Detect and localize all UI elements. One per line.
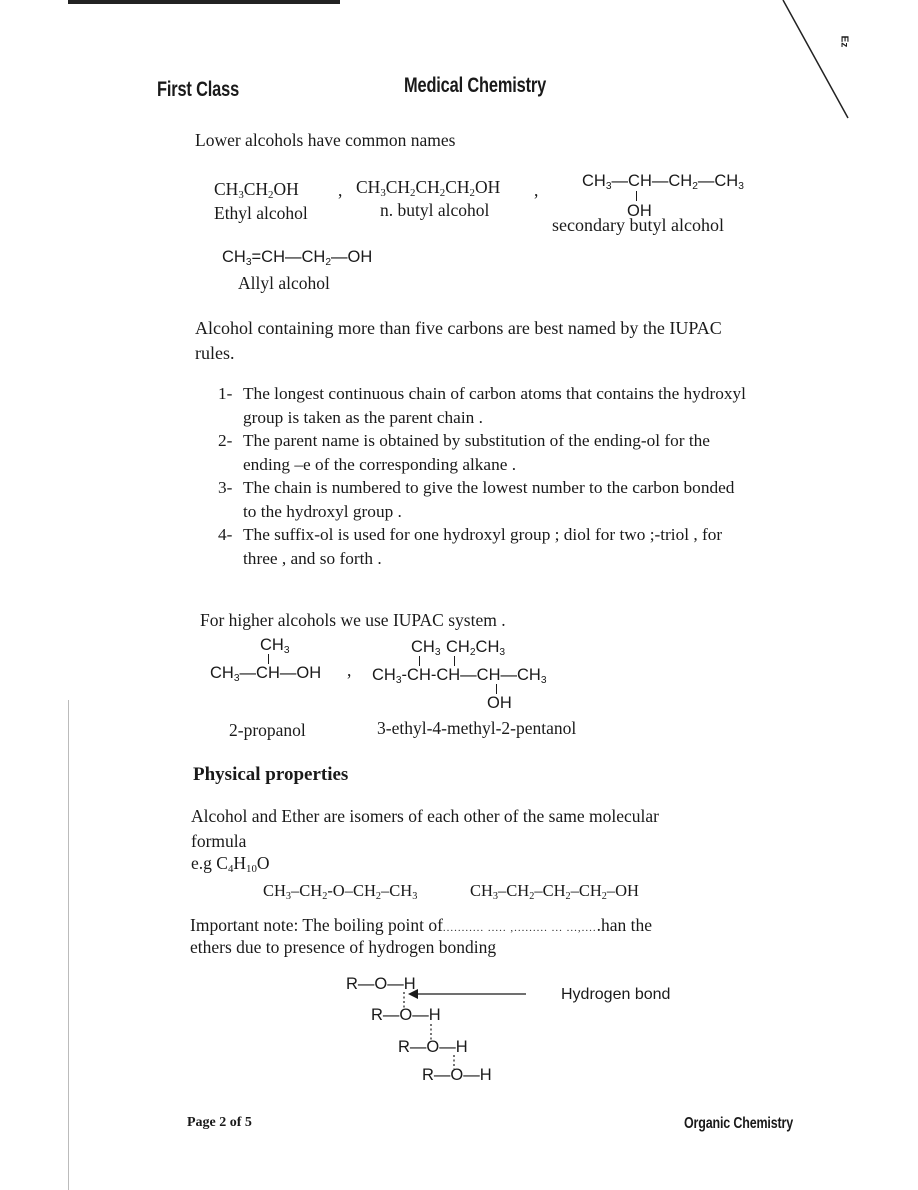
- list-item-text: The suffix-ol is used for one hydroxyl group ; diol for two ;-triol , for three , and so forth .: [243, 525, 723, 568]
- pentanol-ethyl-group: $CH_2CH_3$: [446, 638, 506, 658]
- important-note-line1: Important note: The boiling point of........... ..... ,......... ... ...,.....han the: [190, 915, 653, 935]
- hbond-row: R—O—H: [346, 975, 416, 993]
- allyl-formula: $CH_3=CH—CH_2—OH$: [222, 248, 373, 268]
- iupac-intro-line2: rules.: [195, 343, 235, 363]
- alcohol-formula: $CH_3-CH_2-CH_2-CH_2-OH$: [470, 881, 639, 902]
- header-title: Medical Chemistry: [404, 74, 547, 97]
- pentanol-hydroxyl: OH: [487, 694, 512, 712]
- pentanol-main-chain: $CH_3-CH-CH—CH—CH_3$: [372, 666, 547, 686]
- pentanol-name: 3-ethyl-4-methyl-2-pentanol: [377, 718, 577, 738]
- hbond-arrow-head: [408, 989, 418, 999]
- list-number: 4-: [218, 525, 233, 544]
- important-note-line2: ethers due to presence of hydrogen bonding: [190, 937, 497, 957]
- page-number: Page 2 of 5: [187, 1115, 252, 1130]
- ethyl-formula: $CH_3CH_2OH$: [214, 179, 299, 202]
- hbond-row: R—O—H: [371, 1006, 441, 1024]
- intro-text: Lower alcohols have common names: [195, 130, 456, 150]
- section-heading: Physical properties: [193, 764, 349, 785]
- list-item-text: The chain is numbered to give the lowest number to the carbon bonded to the hydroxyl group .: [243, 478, 735, 521]
- propanol-main-chain: $CH_3—CH—OH$: [210, 664, 322, 684]
- hbond-row: R—O—H: [398, 1038, 468, 1056]
- propanol-top-group: $CH_3$: [260, 636, 290, 656]
- list-number: 1-: [218, 384, 233, 403]
- iupac-intro-line1: Alcohol containing more than five carbons are best named by the IUPAC: [195, 318, 722, 338]
- molecular-formula: e.g $C_4H_{10}O$: [191, 853, 270, 876]
- sec-butyl-formula: $CH_3—CH—CH_2—CH_3$: [582, 172, 744, 192]
- pentanol-methyl-group: $CH_3$: [411, 638, 441, 658]
- separator-comma: ,: [347, 660, 352, 680]
- list-number: 2-: [218, 431, 233, 450]
- list-number: 3-: [218, 478, 233, 497]
- list-item-text: The parent name is obtained by substitution of the ending-ol for the ending –e of the corresponding alkane .: [243, 431, 710, 474]
- hbond-row: R—O—H: [422, 1066, 492, 1084]
- separator-comma: ,: [338, 180, 343, 200]
- allyl-name: Allyl alcohol: [238, 273, 330, 293]
- propanol-name: 2-propanol: [229, 720, 306, 740]
- higher-alcohols-intro: For higher alcohols we use IUPAC system .: [200, 610, 506, 630]
- list-item-text: The longest continuous chain of carbon atoms that contains the hydroxyl group is taken as the parent chain .: [243, 384, 746, 427]
- ethyl-name: Ethyl alcohol: [214, 203, 308, 223]
- separator-comma: ,: [534, 180, 539, 200]
- butyl-formula: $CH_3CH_2CH_2CH_2OH$: [356, 177, 501, 200]
- header-course: First Class: [157, 78, 240, 101]
- isomer-text-line1: Alcohol and Ether are isomers of each other of the same molecular: [191, 806, 659, 826]
- butyl-name: n. butyl alcohol: [380, 200, 490, 220]
- footer-subject: Organic Chemistry: [684, 1115, 794, 1132]
- ether-formula: $CH_3-CH_2-O-CH_2-CH_3$: [263, 881, 418, 902]
- isomer-text-line2: formula: [191, 831, 247, 851]
- sec-butyl-name: secondary butyl alcohol: [552, 215, 724, 235]
- sec-butyl-substituent: OH: [627, 202, 652, 220]
- corner-mark: Ez: [838, 35, 850, 48]
- hydrogen-bond-label: Hydrogen bond: [561, 986, 671, 1003]
